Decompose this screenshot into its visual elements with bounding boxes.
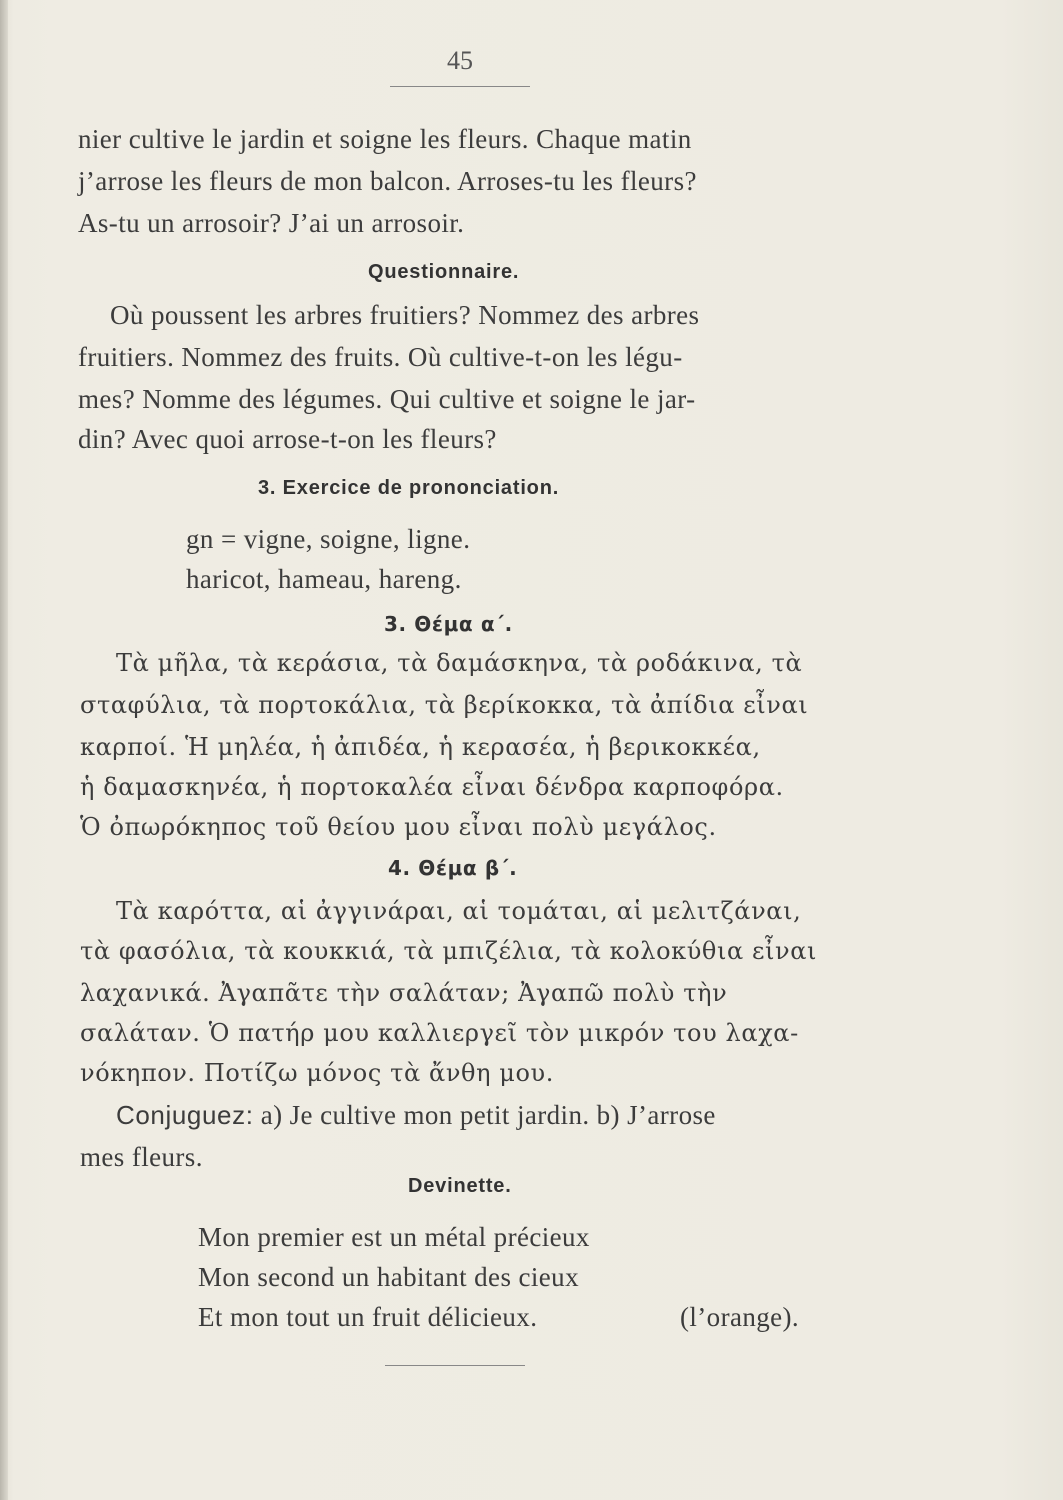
intro-line-3: As-tu un arrosoir? J’ai un arrosoir. [78, 208, 465, 238]
theme-b-line-3: λαχανικά. Ἀγαπᾶτε τὴν σαλάταν; Ἀγαπῶ πολὺ τὴν [80, 979, 728, 1007]
pronunciation-heading: 3. Exercice de prononciation. [258, 477, 560, 499]
theme-b-heading: 4. Θέμα β΄. [388, 856, 518, 880]
bottom-rule [385, 1365, 525, 1366]
conjugation-line-2: mes fleurs. [80, 1142, 203, 1172]
riddle-line-2: Mon second un habitant des cieux [198, 1262, 579, 1292]
questionnaire-heading: Questionnaire. [368, 261, 520, 283]
theme-b-line-5: νόκηπον. Ποτίζω μόνος τὰ ἄνθη μου. [80, 1059, 554, 1087]
intro-line-2: j’arrose les fleurs de mon balcon. Arroses-tu les fleurs? [78, 166, 697, 196]
questionnaire-line-4: din? Avec quoi arrose-t-on les fleurs? [78, 424, 497, 454]
page-number: 45 [447, 46, 473, 75]
theme-b-line-1: Τὰ καρόττα, αἱ ἀγγινάραι, αἱ τομάται, αἱ μελιτζάναι, [116, 897, 802, 925]
conjugation-label: Conjuguez: [116, 1100, 254, 1130]
theme-b-line-2: τὰ φασόλια, τὰ κουκκιά, τὰ μπιζέλια, τὰ κολοκύθια εἶναι [80, 937, 818, 965]
questionnaire-line-3: mes? Nomme des légumes. Qui cultive et soigne le jar- [78, 384, 696, 414]
theme-a-line-2: σταφύλια, τὰ πορτοκάλια, τὰ βερίκοκκα, τὰ ἀπίδια εἶναι [80, 691, 809, 719]
conjugation-sentence: a) Je cultive mon petit jardin. b) J’arrose [260, 1100, 716, 1130]
riddle-line-1: Mon premier est un métal précieux [198, 1222, 590, 1252]
riddle-answer: (l’orange). [680, 1302, 800, 1332]
theme-a-line-3: καρποί. Ἡ μηλέα, ἡ ἀπιδέα, ἡ κερασέα, ἡ βερικοκκέα, [80, 733, 761, 761]
theme-a-line-4: ἡ δαμασκηνέα, ἡ πορτοκαλέα εἶναι δένδρα καρποφόρα. [80, 773, 784, 801]
questionnaire-line-1: Où poussent les arbres fruitiers? Nommez des arbres [110, 300, 700, 330]
top-rule [390, 86, 530, 87]
riddle-line-3: Et mon tout un fruit délicieux. [198, 1302, 538, 1332]
theme-a-heading: 3. Θέμα α΄. [384, 612, 513, 636]
page-binding-edge [0, 0, 8, 1500]
intro-line-1: nier cultive le jardin et soigne les fleurs. Chaque matin [78, 124, 692, 154]
riddle-heading: Devinette. [408, 1175, 512, 1197]
pronunciation-line-1: gn = vigne, soigne, ligne. [186, 524, 471, 554]
theme-b-line-4: σαλάταν. Ὁ πατήρ μου καλλιεργεῖ τὸν μικρόν του λαχα- [80, 1019, 799, 1047]
conjugation-line-1 [116, 1100, 716, 1130]
theme-a-line-5: Ὁ ὀπωρόκηπος τοῦ θείου μου εἶναι πολὺ μεγάλος. [80, 813, 717, 841]
questionnaire-line-2: fruitiers. Nommez des fruits. Où cultive-t-on les légu- [78, 342, 683, 372]
theme-a-line-1: Τὰ μῆλα, τὰ κεράσια, τὰ δαμάσκηνα, τὰ ροδάκινα, τὰ [116, 649, 803, 677]
pronunciation-line-2: haricot, hameau, hareng. [186, 564, 462, 594]
